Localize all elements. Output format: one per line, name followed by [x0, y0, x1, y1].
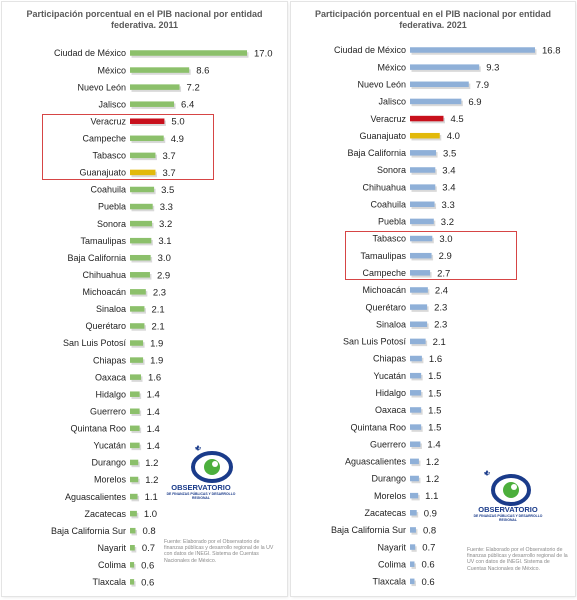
highlight-box — [42, 114, 214, 180]
logo-subtitle: DE FINANZAS PÚBLICAS Y DESARROLLO REGIONAL — [166, 492, 236, 500]
value-label: 2.1 — [151, 304, 165, 316]
value-label: 2.9 — [156, 270, 171, 282]
value-label: 1.0 — [143, 509, 158, 521]
category-label: Quintana Roo — [350, 422, 406, 433]
bar — [410, 407, 421, 413]
bar — [410, 459, 419, 465]
bar — [130, 511, 137, 517]
bar — [410, 544, 415, 550]
value-label: 1.2 — [425, 474, 440, 485]
category-label: Sonora — [376, 165, 406, 176]
value-label: 3.5 — [443, 148, 457, 160]
bar — [410, 510, 417, 516]
bar — [410, 579, 414, 585]
bar — [130, 357, 143, 363]
value-label: 3.1 — [158, 236, 172, 248]
bar — [410, 219, 434, 225]
value-label: 0.8 — [422, 525, 437, 537]
bar — [130, 67, 189, 73]
value-label: 1.2 — [145, 457, 159, 469]
category-label: Puebla — [377, 216, 406, 227]
value-label: 2.3 — [434, 302, 448, 314]
bar — [130, 101, 174, 107]
value-label: 8.6 — [196, 65, 210, 77]
category-label: Chihuahua — [82, 269, 126, 280]
value-label: 9.3 — [486, 62, 500, 74]
bar — [130, 409, 140, 415]
category-label: Guanajuato — [359, 130, 406, 141]
category-label: Michoacán — [82, 287, 126, 298]
value-label: 1.4 — [146, 440, 160, 452]
category-label: Nuevo León — [357, 79, 406, 90]
value-label: 0.6 — [141, 560, 155, 572]
category-label: Zacatecas — [364, 507, 406, 518]
category-label: Durango — [91, 457, 126, 468]
bar — [410, 527, 416, 533]
value-label: 3.2 — [159, 219, 173, 231]
category-label: San Luis Potosí — [342, 336, 406, 347]
category-label: Nayarit — [377, 542, 406, 553]
category-label: Colima — [377, 559, 406, 570]
value-label: 0.8 — [142, 526, 156, 538]
category-label: México — [97, 65, 126, 76]
value-label: 0.7 — [422, 542, 436, 554]
category-label: San Luis Potosí — [62, 338, 126, 349]
bar — [130, 238, 151, 244]
value-label: 1.5 — [428, 422, 442, 434]
value-label: 1.5 — [428, 388, 442, 400]
bar — [410, 116, 443, 122]
value-label: 1.9 — [150, 355, 164, 367]
value-label: 3.3 — [159, 202, 173, 214]
category-label: Oaxaca — [374, 405, 406, 416]
category-label: Morelos — [93, 474, 126, 485]
category-label: Quintana Roo — [70, 423, 126, 434]
category-label: Guerrero — [89, 406, 126, 417]
value-label: 4.0 — [446, 131, 460, 143]
bar — [130, 255, 151, 261]
bar — [130, 187, 154, 193]
bar — [410, 82, 469, 88]
value-label: 4.5 — [450, 114, 464, 126]
bar — [410, 287, 428, 293]
bar — [410, 493, 418, 499]
logo-subtitle: DE FINANZAS PÚBLICAS Y DESARROLLO REGIONAL — [473, 514, 543, 522]
value-label: 17.0 — [254, 48, 273, 60]
value-label: 16.8 — [542, 45, 561, 57]
category-label: Guanajuato — [79, 167, 126, 178]
bar — [410, 339, 426, 345]
bar — [130, 272, 150, 278]
category-label: Zacatecas — [84, 508, 126, 519]
value-label: 0.9 — [423, 508, 437, 520]
source-note: Fuente: Elaborado por el Observatorio de finanzas públicas y desarrollo regional de la UV con datos de INEGI. Sistema de Cuentas Nacionales de México. — [467, 547, 568, 572]
bar — [410, 561, 414, 567]
value-label: 3.7 — [162, 167, 176, 179]
value-label: 2.1 — [432, 336, 446, 348]
bar — [130, 391, 140, 397]
value-label: 1.2 — [425, 456, 440, 468]
bar — [130, 579, 134, 585]
highlight-box — [345, 231, 517, 280]
value-label: 1.4 — [146, 406, 160, 418]
category-label: Veracruz — [370, 113, 406, 124]
bar — [130, 477, 138, 483]
bar — [130, 323, 144, 329]
bar — [410, 304, 427, 310]
category-label: Querétaro — [365, 302, 406, 313]
value-label: 0.6 — [421, 576, 435, 588]
category-label: Durango — [371, 473, 406, 484]
bar — [130, 443, 140, 449]
observatorio-emblem-icon — [162, 442, 240, 484]
bar — [410, 167, 435, 173]
bar — [410, 184, 435, 190]
bar — [130, 426, 140, 432]
category-label: Campeche — [82, 133, 126, 144]
category-label: Nuevo León — [77, 82, 126, 93]
category-label: Tamaulipas — [360, 250, 406, 261]
bar — [130, 494, 138, 500]
value-label: 3.4 — [442, 165, 456, 177]
value-label: 1.9 — [150, 338, 164, 350]
observatorio-logo — [469, 464, 547, 522]
category-label: Tabasco — [372, 233, 406, 244]
category-label: Sinaloa — [375, 319, 406, 330]
value-label: 0.6 — [141, 577, 155, 589]
category-label: Oaxaca — [94, 372, 126, 383]
value-label: 1.1 — [425, 491, 439, 503]
category-label: México — [377, 62, 406, 73]
value-label: 1.6 — [428, 354, 443, 366]
bar-chart-2011 — [2, 2, 287, 596]
value-label: 1.1 — [144, 492, 158, 504]
value-label: 3.5 — [161, 184, 175, 196]
observatorio-logo — [162, 442, 240, 500]
category-label: Campeche — [362, 268, 406, 279]
category-label: Tlaxcala — [92, 577, 126, 588]
bar — [130, 374, 141, 380]
category-label: Chihuahua — [362, 182, 406, 193]
value-label: 3.0 — [157, 253, 171, 265]
category-label: Michoacán — [362, 285, 406, 296]
category-label: Coahuila — [370, 199, 406, 210]
category-label: Veracruz — [90, 116, 126, 127]
value-label: 1.6 — [148, 372, 162, 384]
bar — [410, 390, 421, 396]
bar — [410, 424, 421, 430]
category-label: Guerrero — [369, 439, 406, 450]
value-label: 7.9 — [475, 79, 489, 91]
value-label: 3.4 — [442, 182, 456, 194]
value-label: 1.4 — [427, 439, 441, 451]
logo-name: OBSERVATORIO — [171, 483, 231, 492]
category-label: Sonora — [96, 218, 126, 229]
category-label: Sinaloa — [95, 304, 126, 315]
category-label: Baja California Sur — [50, 525, 126, 536]
category-label: Aguascalientes — [64, 491, 126, 502]
value-label: 1.2 — [145, 475, 159, 486]
category-label: Chiapas — [372, 353, 406, 364]
chart-panel-2011 — [2, 2, 287, 596]
bar — [130, 289, 146, 295]
value-label: 6.9 — [468, 96, 482, 108]
bar — [410, 64, 479, 70]
category-label: Hidalgo — [95, 389, 126, 400]
bar — [410, 150, 436, 156]
category-label: Yucatán — [93, 440, 126, 451]
value-label: 7.2 — [186, 82, 200, 94]
value-label: 2.3 — [152, 287, 167, 299]
value-label: 2.7 — [437, 268, 451, 280]
chart-title: Participación porcentual en el PIB nacional por entidad federativa. 2011 — [26, 9, 263, 30]
value-label: 3.0 — [439, 234, 453, 246]
value-label: 0.7 — [141, 543, 156, 555]
value-label: 3.2 — [440, 216, 455, 228]
bar — [410, 321, 427, 327]
bar — [410, 441, 420, 447]
value-label: 3.7 — [162, 150, 176, 162]
value-label: 2.1 — [151, 321, 165, 333]
bar — [130, 460, 138, 466]
bar — [410, 133, 440, 139]
category-label: Morelos — [373, 490, 406, 501]
value-label: 1.4 — [146, 389, 160, 401]
category-label: Colima — [97, 560, 126, 570]
bar — [130, 340, 143, 346]
category-label: Chiapas — [92, 355, 126, 366]
category-label: Yucatán — [373, 370, 406, 381]
value-label: 3.3 — [441, 199, 455, 211]
bar — [130, 50, 247, 56]
category-label: Jalisco — [378, 96, 406, 107]
bar — [130, 84, 180, 90]
category-label: Jalisco — [98, 99, 126, 110]
value-label: 1.4 — [146, 423, 160, 435]
logo-name: OBSERVATORIO — [478, 505, 538, 514]
value-label: 5.0 — [171, 116, 185, 128]
category-label: Querétaro — [85, 321, 126, 332]
category-label: Baja California — [347, 148, 406, 159]
value-label: 6.4 — [181, 99, 195, 111]
value-label: 2.4 — [434, 285, 449, 297]
bar — [410, 356, 422, 362]
bar — [130, 562, 134, 568]
category-label: Hidalgo — [375, 388, 406, 398]
bar — [410, 476, 419, 482]
category-label: Tamaulipas — [80, 235, 126, 246]
bar — [130, 528, 136, 534]
category-label: Aguascalientes — [344, 456, 406, 467]
value-label: 0.6 — [421, 559, 435, 571]
value-label: 2.3 — [434, 319, 448, 331]
bar — [130, 306, 144, 312]
bar — [130, 204, 153, 210]
category-label: Puebla — [97, 201, 126, 212]
bar — [130, 221, 152, 227]
category-label: Nayarit — [97, 542, 126, 553]
category-label: Ciudad de México — [333, 45, 406, 56]
chart-panel-2021 — [291, 2, 575, 596]
value-label: 1.5 — [428, 371, 442, 383]
source-note: Fuente: Elaborado por el Observatorio de finanzas públicas y desarrollo regional de la UV con datos de INEGI. Sistema de Cuentas Nacionales de México. — [164, 539, 274, 564]
category-label: Baja California — [67, 252, 126, 263]
bar — [410, 47, 535, 53]
bar — [130, 545, 135, 551]
value-label: 2.9 — [438, 251, 452, 263]
value-label: 4.9 — [170, 133, 184, 145]
category-label: Baja California Sur — [330, 525, 406, 536]
observatorio-emblem-icon — [469, 464, 547, 506]
category-label: Ciudad de México — [53, 48, 126, 59]
bar — [410, 202, 435, 208]
chart-title: Participación porcentual en el PIB nacional por entidad federativa. 2021 — [314, 9, 552, 30]
bar — [410, 373, 421, 379]
category-label: Tabasco — [92, 150, 126, 161]
category-label: Coahuila — [90, 184, 126, 195]
bar — [410, 99, 461, 105]
category-label: Tlaxcala — [372, 576, 406, 587]
value-label: 1.5 — [428, 405, 442, 417]
